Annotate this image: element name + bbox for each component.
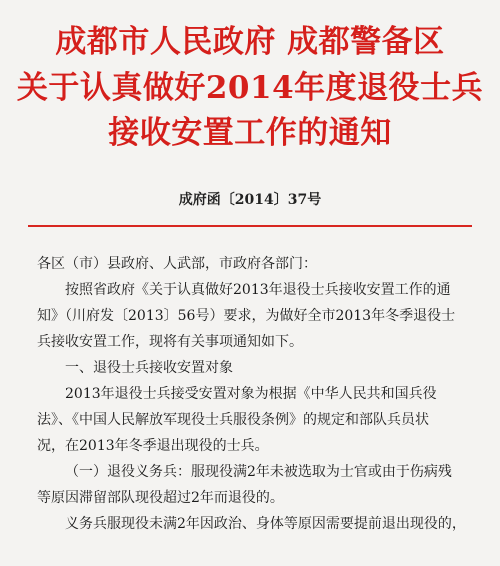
paragraph-1-line-2: 知》（川府发〔2013〕56号）要求，为做好全市2013年冬季退役士 <box>37 308 456 324</box>
red-divider-rule <box>28 225 472 227</box>
paragraph-2-line-1: 2013年退役士兵接受安置对象为根据《中华人民共和国兵役 <box>65 386 437 402</box>
title-line-2: 关于认真做好2014年度退役士兵 <box>16 70 484 106</box>
document-number: 成府函〔2014〕37号 <box>178 192 322 208</box>
title-line-3: 接收安置工作的通知 <box>108 115 392 151</box>
addressee-line: 各区（市）县政府、人武部，市政府各部门： <box>37 256 317 272</box>
document-body <box>37 251 487 537</box>
paragraph-1-line-1: 按照省政府《关于认真做好2013年退役士兵接收安置工作的通 <box>65 282 451 298</box>
paragraph-1-line-3: 兵接收安置工作，现将有关事项通知如下。 <box>37 334 303 350</box>
paragraph-3-line-1: （一）退役义务兵：服现役满2年未被选取为士官或由于伤病残 <box>65 464 452 480</box>
section-heading-1: 一、退役士兵接收安置对象 <box>65 360 233 376</box>
title-line-1: 成都市人民政府 成都警备区 <box>55 24 445 60</box>
paragraph-2-line-2: 法》、《中国人民解放军现役士兵服役条例》的规定和部队兵员状 <box>37 412 429 428</box>
paragraph-4-line-1: 义务兵服现役未满2年因政治、身体等原因需要提前退出现役的， <box>65 516 466 532</box>
paragraph-2-line-3: 况，在2013年冬季退出现役的士兵。 <box>37 438 269 454</box>
paragraph-3-line-2: 等原因滞留部队现役超过2年而退役的。 <box>37 490 284 506</box>
